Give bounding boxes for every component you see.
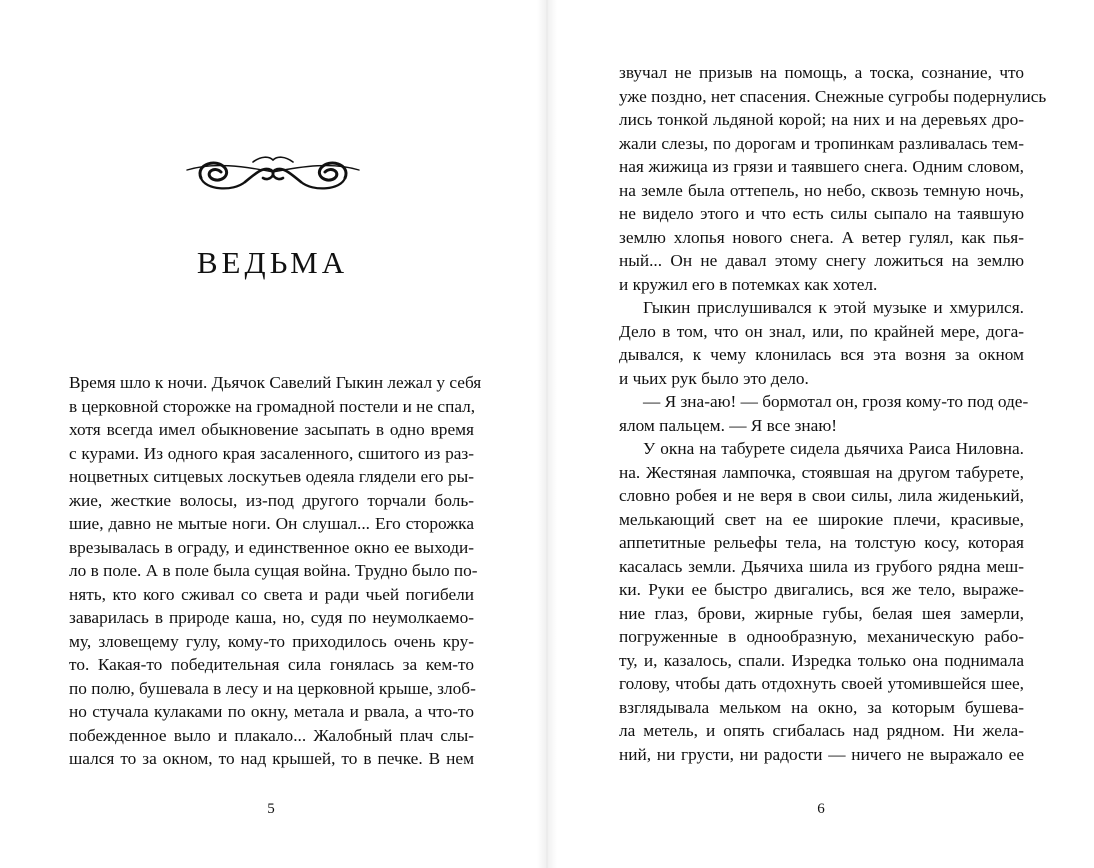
text-line: нять, кто кого сживал со света и ради чьей погибели [69, 584, 474, 604]
left-page-text [69, 371, 482, 771]
text-line: на. Жестяная лампочка, стоявшая на другом табурете, [619, 462, 1024, 482]
text-line: касалась земли. Дьячиха шила из грубого рядна меш- [619, 556, 1024, 576]
text-line: Время шло к ночи. Дьячок Савелий Гыкин лежал у себя [69, 373, 482, 392]
text-line: ло в поле. А в поле была сущая война. Трудно было по- [69, 561, 478, 580]
text-line: словно робея и не веря в свои силы, лила жиденький, [619, 486, 1024, 505]
page-number: 6 [817, 801, 825, 817]
chapter-title: ВЕДЬМА [196, 245, 349, 280]
page-number: 5 [267, 801, 275, 817]
text-line: мелькающий свет на ее широкие плечи, красивые, [619, 509, 1024, 529]
text-line: ная жижица из грязи и таявшего снега. Одним словом, [619, 157, 1024, 176]
text-line: на земле была оттепель, но небо, сквозь темную ночь, [619, 180, 1024, 200]
right-page-text [619, 61, 1047, 766]
text-line: звучал не призыв на помощь, а тоска, сознание, что [619, 63, 1024, 82]
text-line: жие, жесткие волосы, из-под другого торчали боль- [69, 490, 474, 510]
text-line: не видело этого и что есть силы сыпало на таявшую [619, 204, 1024, 223]
text-line: — Я зна-аю! — бормотал он, грозя кому-то под оде- [643, 392, 1029, 411]
text-line: и чьих рук было это дело. [619, 368, 809, 388]
text-line: му, зловещему гулу, кому-то приходилось очень кру- [69, 631, 474, 651]
text-line: по полю, бушевала в лесу и на церковной крыше, злоб- [69, 678, 476, 698]
right-page [547, 0, 1094, 868]
text-line: погруженные в однообразную, механическую рабо- [619, 627, 1024, 646]
text-line: землю хлопья нового снега. А ветер гулял, как пья- [619, 227, 1024, 247]
text-line: врезывалась в ограду, и единственное окно ее выходи- [69, 537, 474, 557]
text-line: ноцветных ситцевых лоскутьев одеяла глядели его ры- [69, 467, 474, 486]
text-line: шие, давно не мытые ноги. Он слушал... Его сторожка [69, 514, 474, 533]
text-line: жали слезы, по дорогам и тропинкам разливалась тем- [619, 133, 1024, 153]
text-line: дывался, к чему клонилась вся эта возня за окном [619, 345, 1024, 364]
text-line: Дело в том, что он знал, или, по крайней мере, дога- [619, 321, 1024, 341]
flourish-ornament [183, 148, 363, 200]
text-line: У окна на табурете сидела дьячиха Раиса Ниловна. [643, 439, 1024, 458]
text-line: в церковной сторожке на громадной постели и не спал, [69, 396, 476, 416]
text-line: то. Какая-то победительная сила гонялась за кем-то [69, 655, 474, 674]
text-line: голову, чтобы дать отдохнуть своей утомившейся шее, [619, 674, 1024, 693]
text-line: ту, и, казалось, спали. Изредка только она поднимала [619, 650, 1024, 670]
text-line: лись тонкой льдяной корой; на них и на деревьях дро- [619, 110, 1024, 129]
text-line: ний, ни грусти, ни радости — ничего не выражало ее [619, 744, 1024, 764]
text-line: но стучала кулаками по окну, метала и рвала, а что-то [69, 702, 474, 721]
text-line: уже поздно, нет спасения. Снежные сугробы подернулись [619, 86, 1047, 106]
text-line: шался то за окном, то над крышей, то в печке. В нем [69, 749, 474, 768]
text-line: ние глаз, брови, жирные губы, белая шея замерли, [619, 603, 1024, 623]
text-line: ла метель, и опять сгибалась над рядном. Ни жела- [619, 721, 1024, 740]
text-line: хотя всегда имел обыкновение засыпать в одно время [69, 420, 474, 439]
text-line: аппетитные рельефы тела, на толстую косу, которая [619, 533, 1024, 552]
text-line: взглядывала мельком на окно, за которым бушева- [619, 697, 1024, 717]
text-line: ки. Руки ее быстро двигались, вся же тело, выраже- [619, 580, 1024, 599]
text-line: ялом пальцем. — Я все знаю! [619, 415, 837, 435]
text-line: с курами. Из одного края засаленного, сшитого из раз- [69, 443, 474, 463]
text-line: побежденное выло и плакало... Жалобный плач слы- [69, 725, 474, 745]
text-line: Гыкин прислушивался к этой музыке и хмурился. [643, 298, 1024, 317]
text-line: и кружил его в потемках как хотел. [619, 274, 878, 294]
text-line: заварилась в природе каша, но, судя по неумолкаемо- [69, 608, 474, 627]
text-line: ный... Он не давал этому снегу ложиться на землю [619, 251, 1024, 270]
